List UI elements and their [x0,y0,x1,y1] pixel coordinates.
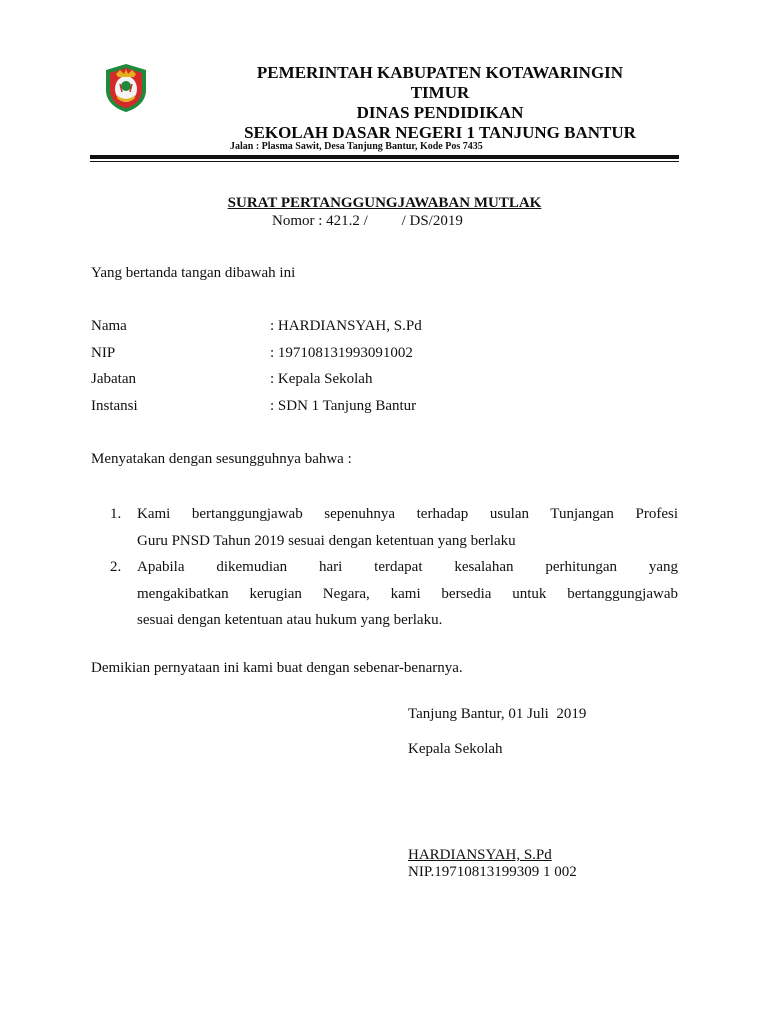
list-item-line: Apabila dikemudian hari terdapat kesalahan perhitungan yang [137,559,678,575]
signature-nip: NIP.19710813199309 1 002 [408,864,577,880]
regency-emblem-icon [102,62,150,114]
list-item-number: 2. [110,559,122,575]
intro-text: Yang bertanda tangan dibawah ini [91,265,296,281]
identity-value-institution: : SDN 1 Tanjung Bantur [270,398,417,414]
letterhead-divider-thin [90,161,679,162]
letterhead-address: Jalan : Plasma Sawit, Desa Tanjung Bantur, Kode Pos 7435 [230,141,483,152]
identity-value-position: : Kepala Sekolah [270,371,373,387]
closing-text: Demikian pernyataan ini kami buat dengan sebenar-benarnya. [91,660,463,676]
letterhead-school: SEKOLAH DASAR NEGERI 1 TANJUNG BANTUR [244,123,636,142]
letterhead-department: DINAS PENDIDIKAN [356,103,524,122]
signature-position: Kepala Sekolah [408,741,503,757]
list-item-line: sesuai dengan ketentuan atau hukum yang berlaku. [137,612,443,628]
letter-title: SURAT PERTANGGUNGJAWABAN MUTLAK [227,195,542,211]
list-item-line: Guru PNSD Tahun 2019 sesuai dengan ketentuan yang berlaku [137,532,516,549]
letterhead-government-cont: TIMUR [410,83,470,102]
identity-label-institution: Instansi [91,398,138,414]
list-item-line: mengakibatkan kerugian Negara, kami bersedia untuk bertanggungjawab [137,585,678,602]
identity-value-nip: : 197108131993091002 [270,345,413,361]
identity-label-position: Jabatan [91,371,136,387]
identity-label-name: Nama [91,318,127,334]
letterhead-divider-thick [90,155,679,159]
letter-number: Nomor : 421.2 / / DS/2019 [272,213,463,229]
list-item-number: 1. [110,506,122,522]
signature-name: HARDIANSYAH, S.Pd [408,847,552,863]
identity-value-name: : HARDIANSYAH, S.Pd [270,318,422,334]
identity-label-nip: NIP [91,345,116,361]
list-item [104,501,678,554]
letterhead-government: PEMERINTAH KABUPATEN KOTAWARINGIN [256,63,624,82]
statement-text: Menyatakan dengan sesungguhnya bahwa : [91,451,352,467]
list-item-line: Kami bertanggungjawab sepenuhnya terhadap usulan Tunjangan Profesi [137,506,678,522]
signature-place-date: Tanjung Bantur, 01 Juli 2019 [408,706,587,722]
statement-list [104,501,678,634]
list-item [104,554,678,634]
